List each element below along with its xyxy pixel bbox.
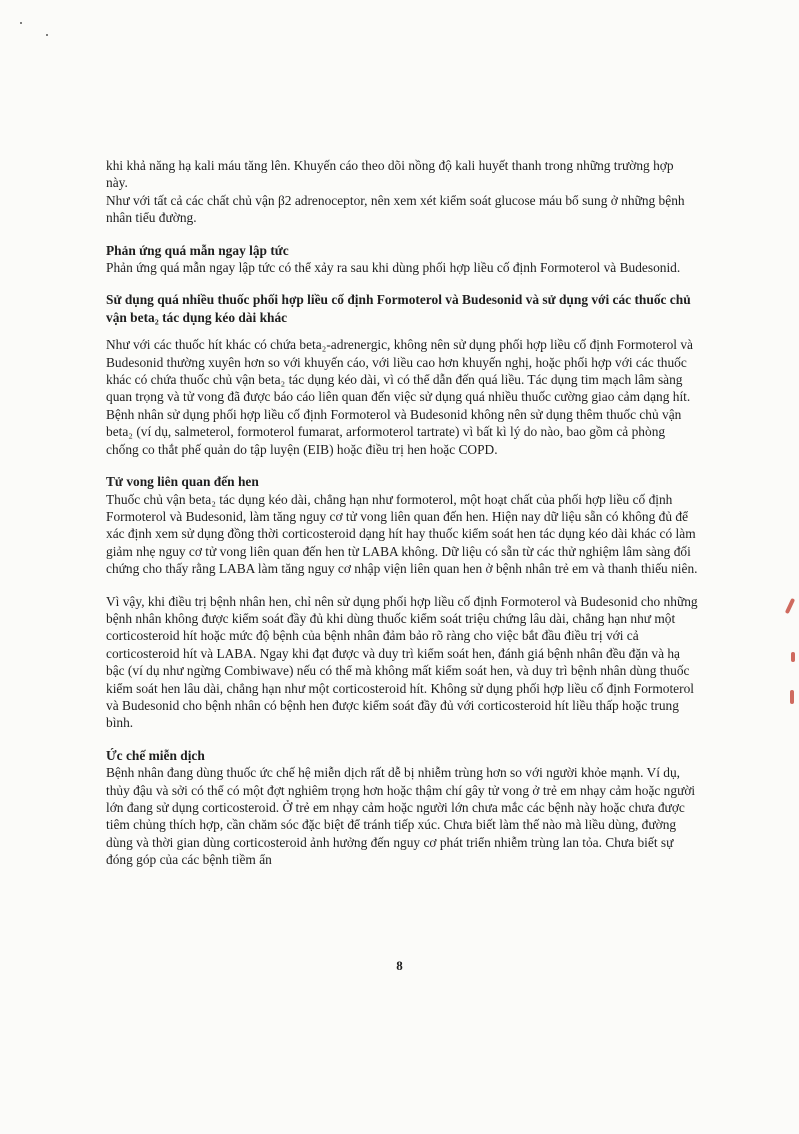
- scan-speck: [20, 22, 22, 24]
- section-body-hypersensitivity: Phản ứng quá mẫn ngay lập tức có thể xảy ra sau khi dùng phối hợp liều cố định Formoterol và Budesonid.: [106, 260, 681, 276]
- intro-paragraph: khi khả năng hạ kali máu tăng lên. Khuyến cáo theo dõi nồng độ kali huyết thanh trong những trường hợp này.: [106, 158, 674, 191]
- page-number: 8: [396, 958, 403, 973]
- section-heading-hypersensitivity: Phản ứng quá mẫn ngay lập tức: [106, 242, 289, 258]
- scan-speck: [46, 34, 48, 36]
- scan-stamp-edge: [790, 690, 794, 704]
- intro-paragraph: Như với tất cả các chất chủ vận β2 adrenoceptor, nên xem xét kiểm soát glucose máu bổ sung ở những bệnh nhân tiểu đường.: [106, 192, 685, 226]
- section-body-overuse: Như với các thuốc hít khác có chứa beta₂-adrenergic, không nên sử dụng phối hợp liều cố định Formoterol và Budesonid thường xuyên hơn so với khuyến cáo, với liều cao hơn khuyến nghị, hoặc phối hợp với các thuốc khác có chứa thuốc chủ vận beta₂ tác dụng kéo dài, vì có thể dẫn đến quá liều. Tác dụng tim mạch lâm sàng quan trọng và tử vong đã được báo cáo liên quan đến việc sử dụng quá nhiều thuốc cường giao cảm dạng hít. Bệnh nhân sử dụng phối hợp liều cố định Formoterol và Budesonid không nên sử dụng thêm thuốc chủ vận beta₂ (ví dụ, salmeterol, formoterol fumarat, arformoterol tartrate) vì bất kì lý do nào, bao gồm cả phòng chống co thắt phế quản do tập luyện (EIB) hoặc điều trị hen hoặc COPD.: [106, 337, 693, 457]
- section-body-immunosuppression: Bệnh nhân đang dùng thuốc ức chế hệ miễn dịch rất dễ bị nhiễm trùng hơn so với người khỏe mạnh. Ví dụ, thủy đậu và sởi có thể có một đợt nghiêm trọng hơn hoặc thậm chí gây tử vong ở trẻ em nhạy cảm hoặc người lớn đang sử dụng corticosteroid. Ở trẻ em nhạy cảm hoặc người lớn chưa mắc các bệnh này hoặc chưa được tiêm chủng thích hợp, cần chăm sóc đặc biệt để tránh tiếp xúc. Chưa biết làm thế nào mà liều dùng, đường dùng và thời gian dùng corticosteroid ảnh hưởng đến nguy cơ phát triển nhiễm trùng lan tỏa. Chưa biết sự đóng góp của các bệnh tiềm ẩn: [106, 765, 696, 868]
- section-body-asthma-death-2: Vì vậy, khi điều trị bệnh nhân hen, chỉ nên sử dụng phối hợp liều cố định Formoterol và Budesonid cho những bệnh nhân không được kiểm soát đầy đủ khi dùng thuốc kiểm soát triệu chứng lâu dài, chẳng hạn như một corticosteroid hít hoặc mức độ bệnh của bệnh nhân đảm bảo rõ ràng cho việc bắt đầu điều trị với cả corticosteroid hít và LABA. Ngay khi đạt được và duy trì kiểm soát hen, đánh giá bệnh nhân đều đặn và hạ bậc (ví dụ như ngừng Combiwave) nếu có thể mà không mất kiểm soát hen, và duy trì bệnh nhân dùng thuốc kiểm soát hen lâu dài, chẳng hạn như một corticosteroid hít. Không sử dụng phối hợp liều cố định Formoterol và Budesonid cho bệnh nhân có bệnh hen được kiểm soát đầy đủ với corticosteroid hít liều thấp hoặc trung bình.: [106, 593, 698, 731]
- document-body: [106, 157, 698, 869]
- scan-stamp-edge: [785, 598, 795, 614]
- section-heading-immunosuppression: Ức chế miễn dịch: [106, 747, 205, 763]
- section-heading-overuse: Sử dụng quá nhiều thuốc phối hợp liều cố định Formoterol và Budesonid và sử dụng với các thuốc chủ vận beta₂ tác dụng kéo dài khác: [106, 292, 691, 325]
- section-body-asthma-death: Thuốc chủ vận beta₂ tác dụng kéo dài, chẳng hạn như formoterol, một hoạt chất của phối hợp liều cố định Formoterol và Budesonid, làm tăng nguy cơ tử vong liên quan đến hen. Hiện nay dữ liệu sẵn có không đủ để xác định xem sử dụng đồng thời corticosteroid dạng hít hay thuốc kiểm soát hen tác dụng kéo dài khác có làm giảm nhẹ nguy cơ tử vong liên quan đến hen từ LABA không. Dữ liệu có sẵn từ các thử nghiệm lâm sàng đối chứng cho thấy rằng LABA làm tăng nguy cơ nhập viện liên quan hen ở bệnh nhân trẻ em và thanh thiếu niên.: [106, 491, 698, 577]
- scan-stamp-edge: [791, 652, 795, 662]
- section-heading-asthma-death: Tử vong liên quan đến hen: [106, 474, 259, 490]
